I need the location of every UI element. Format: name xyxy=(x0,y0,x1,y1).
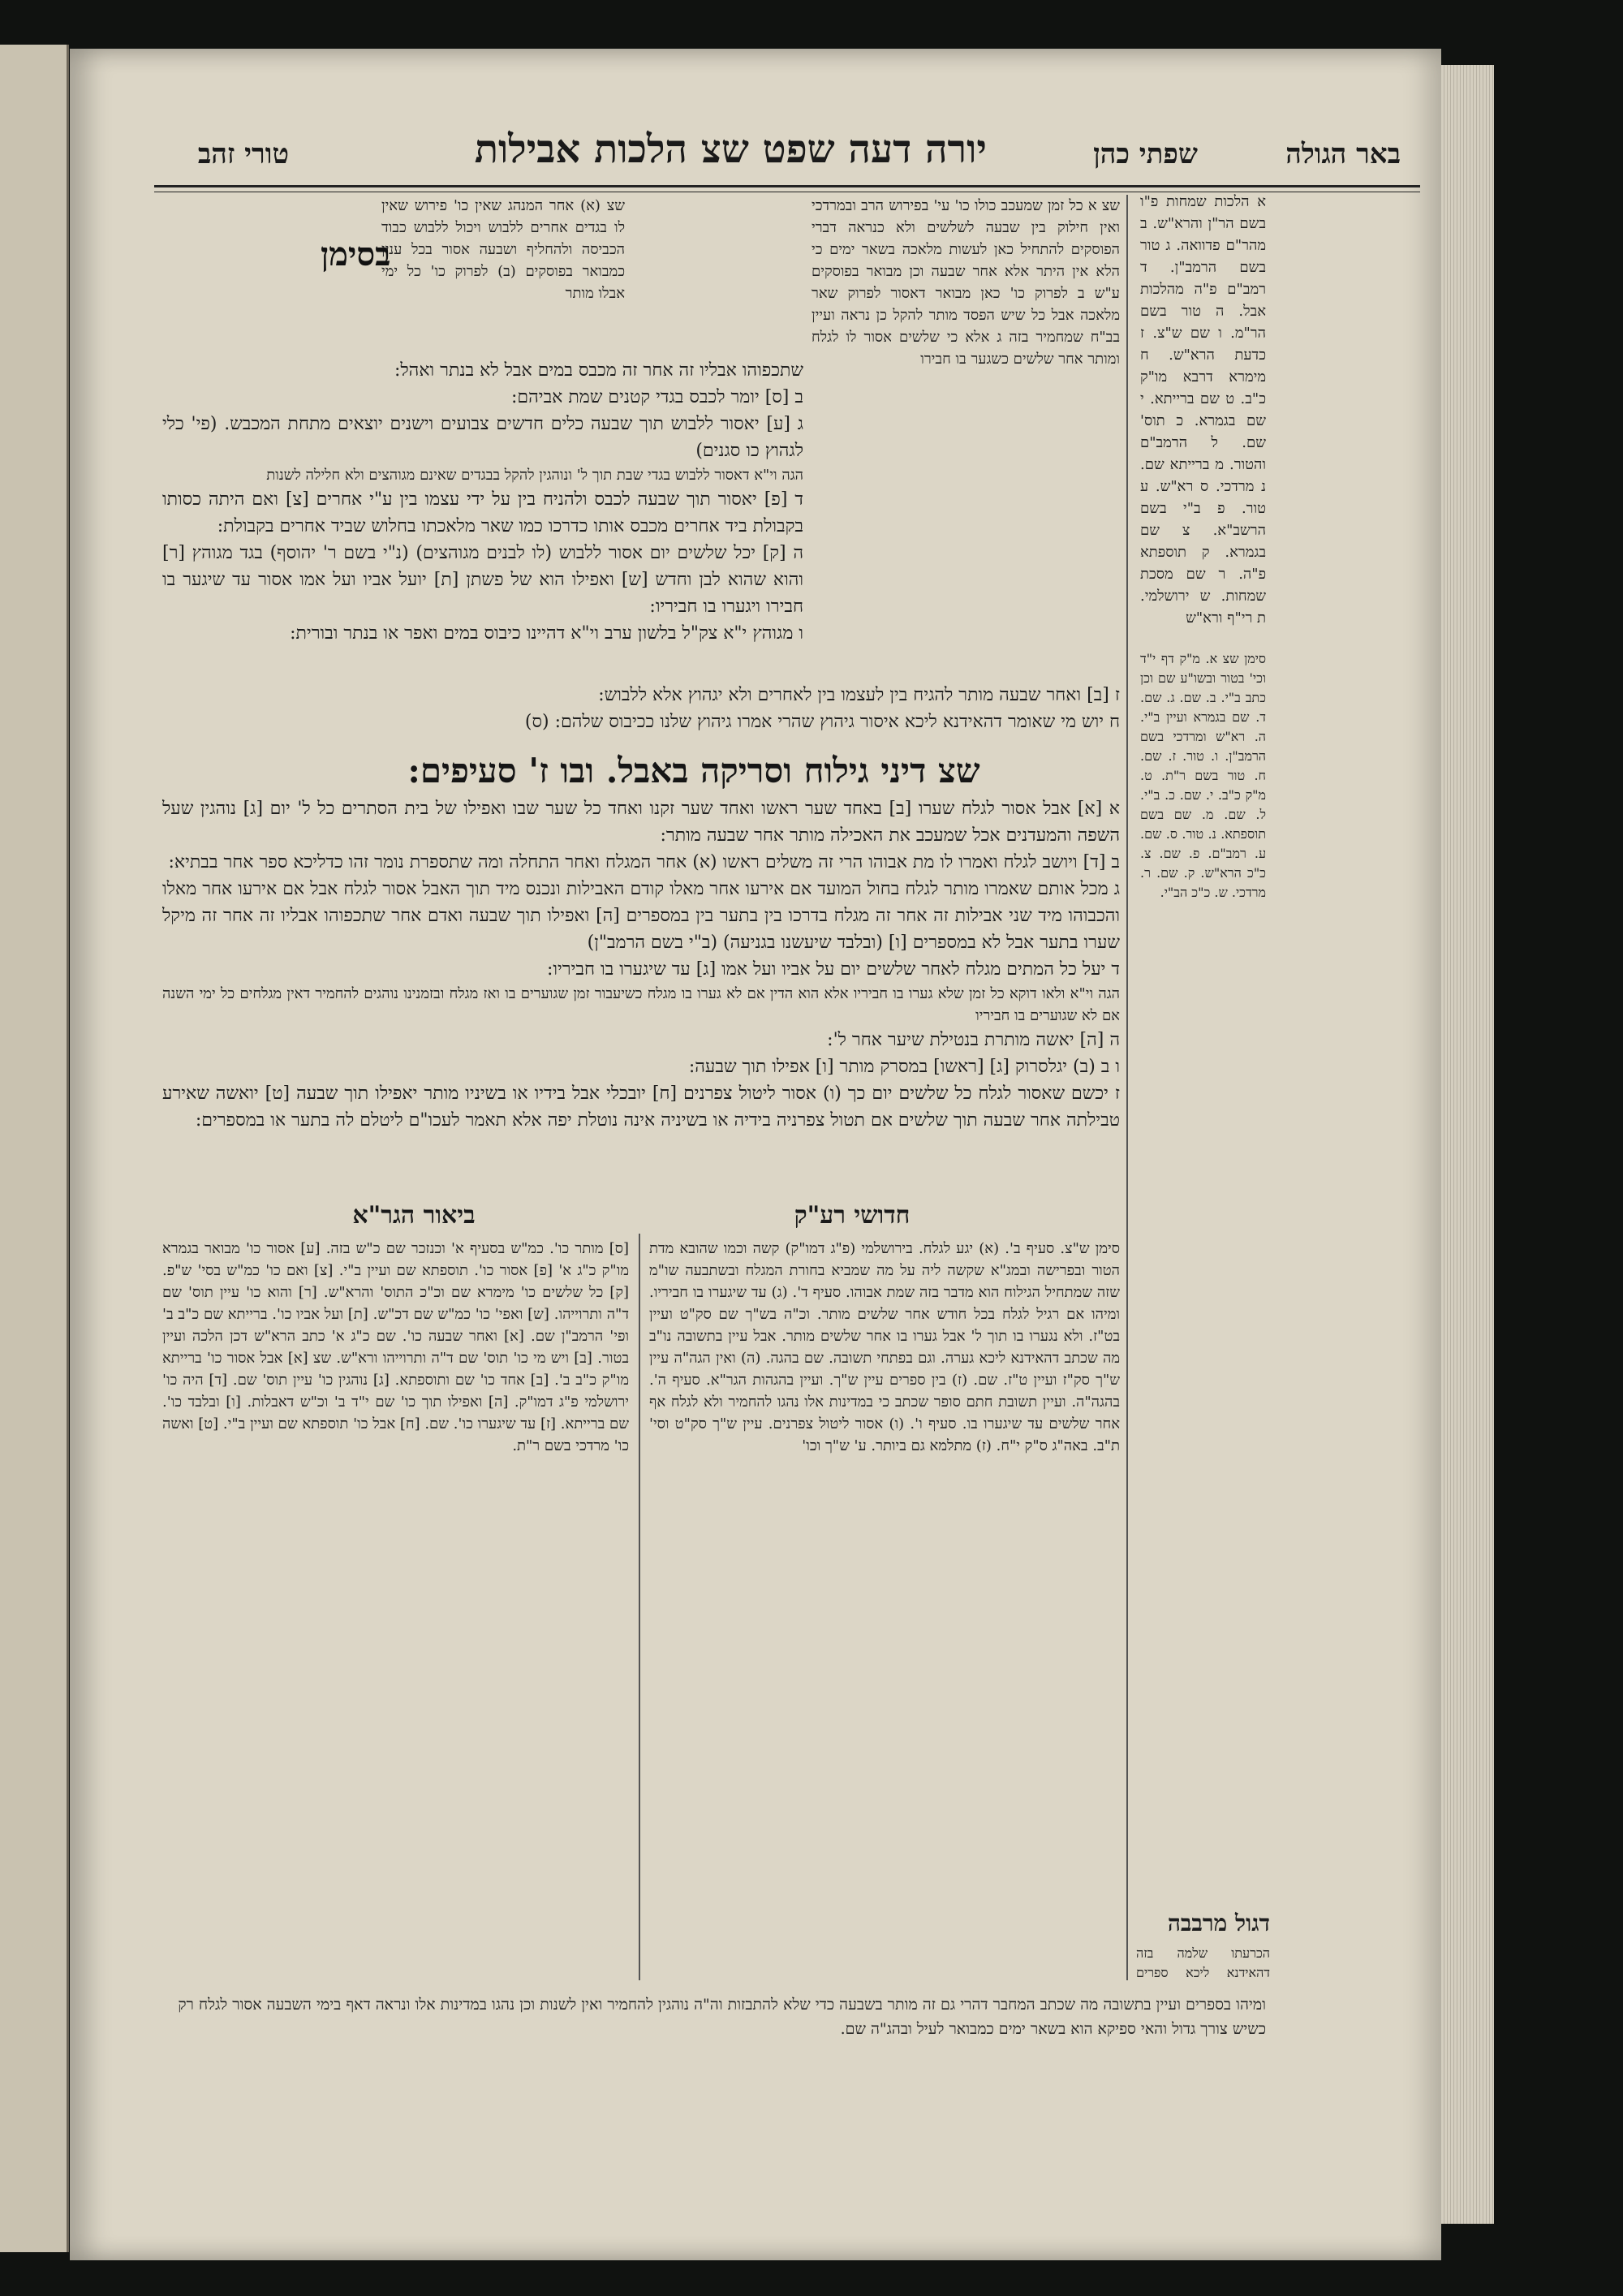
bottom-note: ומיהו בספרים ועיין בתשובה מה שכתב המחבר דהרי גם זה מותר בשבעה כדי שלא להתבזות וה"ה נוהגין להחמיר ואין לשנות וכן נהגו במדינות אלו ונראה דאף בימי השבעה אסור לגלח רק כשיש צורך גדול והאי ספיקא הוא בשאר ימים כמבואר לעיל ובהג"ה שם. xyxy=(178,1996,1266,2038)
rule-line: ה [ק] יכל שלשים יום אסור ללבוש (לו לבנים מגוהצים) (נ"י בשם ר' יהוסף) בגד מגוהץ [ר] והוא שהוא לבן וחדש [ש] ואפילו הוא של פשתן [ת] יועל אביו ועל אמו אסור עד שיגער בו חבירו ויגערו בו חביריו: xyxy=(162,543,803,617)
rule-line: ג מכל אותם שאמרו מותר לגלח בחול המועד אם אירעו אחר מאלו קודם האבילות ונכנס מיד תוך האבל אסור לגלח אבל אם אירעו אחר מאלו והכבוהו מיד שני אבילות זה אחר זה מגלח בדרכו בין בתער בין במספרים [ה] ואפילו תוך שבעה ואדם אחר שתכפוהו אבליו זה אחר זה מיקל שערו בתער אבל לא במספרים [ו] (ובלבד שיעשנו בגניעה) (ב"י בשם הרמב"ן) xyxy=(162,879,1120,953)
rule-gloss: הגה וי"א דאסור ללבוש בגדי שבת תוך ל' ונוהגין להקל בבגדים שאינם מגוהצים ולא חלילה לשנות xyxy=(266,467,803,484)
rule-line: ז יכשם שאסור לגלח כל שלשים יום כך (ו) אסור ליטול צפרנים [ח] יובכלי אבל בידיו או בשיניו מותר יאפילו תוך שבעה [ט] יואשה שאירע טבילתה אחר שבעה תוך שלשים אם תטול צפרניה בידיה או בשיניה אינה נוטלת יפה אלא תאמר לעכו"ם ליטלם לה בתער או במספרים: xyxy=(162,1083,1120,1131)
rule-line: ו ב (ב) יגלסרוק [ג] [ראשו] במסרק מותר [ו] אפילו תוך שבעה: xyxy=(688,1057,1120,1077)
gra-commentary: [ס] מותר כו'. כמ"ש בסעיף א' וכנזכר שם כ"ש בזה. [ע] אסור כו' מבואר בגמרא מו"ק כ"ג א' [פ] אסור כו'. תוספתא שם ועיין ב"י. [צ] ואם כו' כמ"ש בסי' ש"פ. [ק] כל שלשים כו' מימרא שם וכ"כ התוס' והרא"ש. [ר] והוא כו' עיין תוס' שם ד"ה ותרוייהו. [ש] ואפי' כו' כמ"ש שם דכ"ש. [ת] ועל אביו כו'. ברייתא שם כ"ב ב' ופי' הרמב"ן שם. [א] ואחר שבעה כו'. שם כ"ג א' כתב הרא"ש דכן הלכה ועיין בטור. [ב] ויש מי כו' תוס' שם ד"ה ותרוייהו ורא"ש. שצ [א] אבל אסור כו' ברייתא מו"ק כ"ב ב'. [ב] אחד כו' שם ותוספתא. [ג] נוהגין כו' עיין תוס' שם. [ד] היה כו' ירושלמי פ"ג דמו"ק. [ה] ואפילו תוך כו' שם י"ד ב' וכ"ש דאבלות. [ו] ובלבד כו'. שם ברייתא. [ז] עד שיגערו כו'. שם. [ח] אבל כו' תוספתא שם ועיין ב"י. [ט] ואשה כו' מרדכי בשם ר"ת. xyxy=(162,1240,629,1454)
rule-line: ג [ע] יאסור ללבוש תוך שבעה כלים חדשים צבועים וישנים יוצאים מתחת המכבש. (פי' כלי לגהוץ כו סגנים) xyxy=(162,414,803,461)
page-title: יורה דעה שפט שצ הלכות אבילות xyxy=(474,127,987,172)
rule-line: שתכפוהו אבליו זה אחר זה מכבס במים אבל לא בנתר ואהל: xyxy=(394,360,803,381)
ber-hagolah-column: א הלכות שמחות פ"ו בשם הר"ן והרא"ש. ב מהר"ם פדוואה. ג טור בשם הרמב"ן. ד רמב"ם פ"ה מהלכות אבל. ה טור בשם הר"מ. ו שם ש"צ. ז כדעת הרא"ש. ח מימרא דרבא מו"ק כ"ב. ט שם ברייתא. י שם בגמרא. כ תוס' שם. ל הרמב"ם והטור. מ ברייתא שם. נ מרדכי. ס רא"ש. ע טור. פ ב"י בשם הרשב"א. צ שם בגמרא. ק תוספתא פ"ה. ר שם מסכת שמחות. ש ירושלמי. ת רי"ף ורא"ש xyxy=(1140,193,1266,627)
rule-line: ה [ה] יאשה מותרת בנטילת שיער אחר ל': xyxy=(827,1030,1120,1050)
header-turei-zahav: טורי זהב xyxy=(197,138,289,170)
rule-line: ב [ס] יומר לכבס בגדי קטנים שמת אביהם: xyxy=(511,387,803,407)
side-references-column: סימן שצ א. מ"ק דף י"ד וכי' בטור ובשו"ע שם וכן כתב ב"י. ב. שם. ג. שם. ד. שם בגמרא ועיין ב"י. ה. רא"ש ומרדכי בשם הרמב"ן. ו. טור. ז. שם. ח. טור בשם ר"ת. ט. מ"ק כ"ב. י. שם. כ. ב"י. ל. שם. מ. שם בשם תוספתא. נ. טור. ס. שם. ע. רמב"ם. פ. שם. צ. כ"כ הרא"ש. ק. שם. ר. מרדכי. ש. כ"כ הב"י. xyxy=(1140,651,1266,900)
taz-commentary: שצ (א) אחר המנהג שאין כו' פירוש שאין לו בגדים אחרים ללבוש ויכול ללבוש כבוד הכביסה ולהחליף ושבעה אסור בכל ענין כמבואר בפוסקים (ב) לפרוק כו' כל ימי אבלו מותר xyxy=(381,197,625,302)
column-divider xyxy=(1126,195,1128,1980)
shach-commentary: שצ א כל זמן שמעכב כולו כו' עי' בפירוש הרב ובמרדכי ואין חילוק בין שבעה לשלשים ולא כנראה דברי הפוסקים להתחיל כאן לעשות מלאכה בשאר ימים כי הלא אין היתר אלא אחר שבעה וכן מבואר בפוסקים ע"ש ב לפרוק כו' כאן מבואר דאסור לפרוק שאר מלאכה אבל כל שיש הפסד מותר להקל כן נראה ועיין בב"ח שמחמיר בזה ג אלא כי שלשים אסור לו לגלח ומותר אחר שלשים כשגער בו חבירו xyxy=(812,197,1120,368)
rabbi-akiva-heading: חדושי רע"ק xyxy=(794,1201,911,1230)
previous-page-spine xyxy=(0,45,69,2252)
rule-line: ב [ד] ויושב לגלח ואמרו לו מת אבוהו הרי זה משלים ראשו (א) אחר המגלח ואחר התחלה ומה שתספרת נומר זהו כדליכא ספר אחר בבתיא: xyxy=(168,852,1120,872)
dagul-text: הכרעתו שלמה בזה דהאידנא ליכא ספרים xyxy=(1136,1945,1270,1980)
siman-label: בסימן xyxy=(321,235,391,274)
header-siftei-kohen: שפתי כהן xyxy=(1093,138,1198,170)
gra-heading: ביאור הגר"א xyxy=(352,1201,476,1230)
rule-line: ו מגוהץ י"א צק"ל בלשון ערב וי"א דהיינו כיבוס במים ואפר או בנתר ובורית: xyxy=(290,623,803,644)
rule-gloss: הגה וי"א ולאו דוקא כל זמן שלא גערו בו חביריו אלא הוא הדין אם לא גערו בו מגלח כשיעבור זמן שגוערים בו ואז מגלח ובזמנינו נוהגים להחמיר דאין מגלחים כל ימי השנה אם לא שגוערים בו חביריו xyxy=(162,985,1120,1024)
dagul-merevava xyxy=(1136,1903,1270,1984)
rule-line: ד יעל כל המתים מגלח לאחר שלשים יום על אביו ועל אמו [ג] עד שיגערו בו חביריו: xyxy=(546,959,1120,980)
commentary-divider xyxy=(639,1234,640,1980)
rule-line: ז [ב] ואחר שבעה מותר להגיח בין לעצמו בין לאחרים ולא יגהוץ אלא ללבוש: xyxy=(598,685,1120,705)
header-rule xyxy=(154,185,1420,187)
dagul-heading: דגול מרבבה xyxy=(1167,1910,1270,1936)
header-ber-hagolah: באר הגולה xyxy=(1285,138,1401,170)
rabbi-akiva-commentary: סימן ש"צ. סעיף ב'. (א) יגע לגלח. בירושלמי (פ"ג דמו"ק) קשה וכמו שהובא מדת הטור ובפרישה ובמג"א שקשה ליה על מה שמביא בחורת המגלח ובשתבעה שו"מ שזה שמתחיל הגילוח הוא מדבר בזה שמת אבוהו. סעיף ד'. (ג) עד שיגערו בו חביריו. ומיהו אם רגיל לגלח בכל חודש אחר שלשים מותר. וכ"ה בש"ך שם סק"ט ועיין בט"ז. ולא נגערו בו תוך ל' אבל גערו בו אחר שלשים מותר. אבל עיין בתשובה נו"ב מה שכתב דהאידנא ליכא גערה. וגם בפתחי תשובה. שם בהגה. (ה) ואין הגה"ה עיין ש"ך סק"ז ועיין ט"ז. שם. (ז) בין ספרים עיין ש"ך. ועיין בהגהות הגר"א. סעיף ה'. בהגה"ה. ועיין תשובת חתם סופר שכתב כי במדינות אלו נהגו להחמיר ולא לגלח אף אחר שלשים עד שיגערו בו. סעיף ו'. (ו) אסור ליטול צפרנים. עיין ש"ך סק"ט וסי' ת"ב. באה"ג ס"ק י"ח. (ז) מתלמא גם ביותר. ע' ש"ך וכו' xyxy=(649,1240,1120,1454)
page-edges xyxy=(1441,65,1494,2224)
main-rules-wide xyxy=(162,682,1120,747)
main-rules-column xyxy=(162,357,803,722)
page-header xyxy=(70,122,1441,187)
rule-line: ח יוש מי שאומר דהאידנא ליכא איסור גיהוץ שהרי אמרו גיהוץ שלנו ככיבוס שלהם: (ס) xyxy=(524,712,1120,732)
rule-line: א [א] אבל אסור לגלח שערו [ב] באחד שער ראשו ואחד שער זקנו ואחד כל שער שבו ואפילו של בית הסתרים כל ל' יום [ג] נוהגין שעל השפה והמעדנים אכל שמעכב את האכילה מותר אחר שבעה מותר: xyxy=(162,799,1120,846)
rule-line: ד [פ] יאסור תוך שבעה לכבס ולהניח בין על ידי עצמו בין ע"י אחרים [צ] ואם היתה כסותו בקבולת ביד אחרים מכבס אותו כדרכו כמו שאר מלאכתו בחלוש שביד אחרים בקבולת: xyxy=(162,489,803,536)
section-title: שצ דיני גילוח וסריקה באבל. ובו ז' סעיפים: xyxy=(407,751,980,790)
